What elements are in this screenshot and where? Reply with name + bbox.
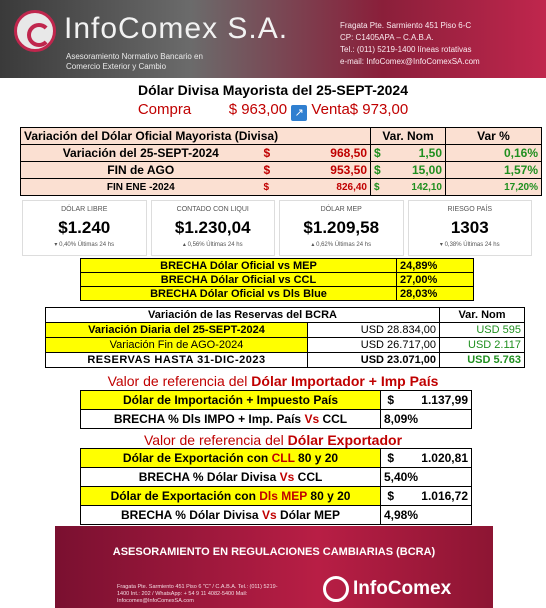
- footer-address: Fragata Pte. Sarmiento 451 Piso 6 "C" / C.A.B.A. Tel.: (011) 5219-1400 Int.: 202 / WhatsApp: + 54 9 11 4082-5400 Mail: Infocomex@InfoComexSA.com: [117, 584, 278, 604]
- title-prefix: Valor de referencia del: [107, 373, 252, 389]
- currency: $: [371, 179, 391, 196]
- label-part: CCL: [294, 470, 323, 484]
- row-var: USD 595: [440, 323, 525, 338]
- label-vs: Vs: [279, 470, 295, 484]
- quote-card-dolar-libre[interactable]: [22, 200, 147, 256]
- card-meta: [152, 241, 275, 248]
- variacion-table: [20, 127, 542, 196]
- caret-up-icon: ▴: [182, 242, 186, 248]
- caret-down-icon: ▾: [54, 242, 58, 248]
- label-part: Dólar de Exportación con: [110, 489, 260, 503]
- card-meta: [23, 241, 146, 248]
- table-row: [46, 338, 525, 353]
- card-value: 1303: [450, 218, 489, 237]
- address-line: CP: C1405APA – C.A.B.A.: [340, 33, 434, 42]
- currency: $: [381, 487, 401, 506]
- label-part: Dólar de Exportación con: [122, 451, 272, 465]
- trend-up-arrow-icon: ↗: [291, 105, 307, 121]
- label-part: CCL: [319, 412, 348, 426]
- label-part: BRECHA % Dólar Divisa: [138, 470, 280, 484]
- address-line: Fragata Pte. Sarmiento 451 Piso 6-C: [340, 21, 472, 30]
- table-row: [81, 259, 474, 273]
- row-label: [81, 449, 381, 468]
- caret-up-icon: ▴: [311, 242, 315, 248]
- quote-card-mep[interactable]: [279, 200, 404, 256]
- row-value: USD 28.834,00: [308, 323, 440, 338]
- label-part: Dólar MEP: [276, 508, 340, 522]
- card-pct: 0,40%: [59, 242, 77, 248]
- header-banner: [0, 0, 546, 78]
- table-row: [81, 273, 474, 287]
- card-meta-text: Últimas 24 hs: [77, 242, 115, 248]
- row-label: Variación del 25-SEPT-2024: [21, 145, 261, 162]
- label-vs: Vs: [261, 508, 277, 522]
- card-pct: 0,62%: [316, 242, 334, 248]
- table-row: [21, 179, 542, 196]
- brecha-oficial-table: [80, 258, 474, 301]
- card-label: DÓLAR LIBRE: [61, 206, 108, 213]
- table-row: [81, 468, 472, 487]
- row-value: 826,40: [291, 179, 371, 196]
- row-nom: 142,10: [391, 179, 446, 196]
- row-label: Variación Diaria del 25-SEPT-2024: [46, 323, 308, 338]
- label-part: 80 y 20: [294, 451, 339, 465]
- table-header: Var. Nom: [371, 128, 446, 145]
- row-label: Variación Fin de AGO-2024: [46, 338, 308, 353]
- footer-brand: InfoComex: [353, 578, 452, 599]
- currency: $: [381, 391, 401, 410]
- label-part: BRECHA % Dls IMPO + Imp. País: [113, 412, 305, 426]
- card-label: DÓLAR MEP: [320, 206, 362, 213]
- card-meta-text: Últimas 24 hs: [206, 242, 243, 248]
- row-label: FIN de AGO: [21, 162, 261, 179]
- table-row: [81, 449, 472, 468]
- table-row: [46, 323, 525, 338]
- table-row: [21, 145, 542, 162]
- label-red: CLL: [271, 451, 295, 465]
- importador-title: [0, 373, 546, 389]
- row-value: 1.016,72: [401, 487, 472, 506]
- card-meta: [280, 241, 403, 248]
- row-value: 1.137,99: [401, 391, 472, 410]
- row-label: Dólar de Importación + Impuesto País: [81, 391, 381, 410]
- title-bold: Dólar Exportador: [287, 432, 403, 448]
- caret-down-icon: ▾: [439, 242, 443, 248]
- table-row: [81, 287, 474, 301]
- brand-name: InfoComex S.A.: [64, 12, 289, 45]
- card-label: CONTADO CON LIQUI: [176, 206, 249, 213]
- label-part: BRECHA % Dólar Divisa: [121, 508, 262, 522]
- row-value: USD 26.717,00: [308, 338, 440, 353]
- table-header: Var. Nom: [440, 308, 525, 323]
- page-title: Dólar Divisa Mayorista del 25-SEPT-2024: [137, 82, 408, 98]
- row-label: RESERVAS HASTA 31-DIC-2023: [46, 353, 308, 368]
- table-header: Variación del Dólar Oficial Mayorista (Divisa): [21, 128, 371, 145]
- card-meta: [409, 241, 532, 248]
- row-label: [81, 506, 381, 525]
- infocomex-logo-icon: [14, 10, 56, 52]
- currency: $: [261, 145, 291, 162]
- row-value: 27,00%: [397, 273, 474, 287]
- importador-table: [80, 390, 472, 429]
- row-value: 968,50: [291, 145, 371, 162]
- row-value: 5,40%: [381, 468, 472, 487]
- exportador-table: [80, 448, 472, 525]
- row-label: BRECHA Dólar Oficial vs MEP: [81, 259, 397, 273]
- table-header-row: [46, 308, 525, 323]
- card-value: $1.209,58: [303, 218, 380, 237]
- table-row: [81, 410, 472, 429]
- quote-card-riesgo-pais[interactable]: [408, 200, 533, 256]
- address-line: Tel.: (011) 5219-1400 líneas rotativas: [340, 45, 472, 54]
- table-row: [81, 391, 472, 410]
- title-bold: Dólar Importador + Imp País: [251, 373, 439, 389]
- footer-title: ASESORAMIENTO EN REGULACIONES CAMBIARIAS (BCRA): [112, 546, 436, 558]
- footer-banner: [55, 526, 493, 608]
- row-var: USD 2.117: [440, 338, 525, 353]
- row-pct: 0,16%: [446, 145, 542, 162]
- header-address: [340, 20, 480, 68]
- label-part: 80 y 20: [307, 489, 351, 503]
- label-vs: Vs: [304, 412, 320, 426]
- row-value: 24,89%: [397, 259, 474, 273]
- row-label: FIN ENE -2024: [21, 179, 261, 196]
- row-pct: 17,20%: [446, 179, 542, 196]
- table-header-row: [21, 128, 542, 145]
- row-label: [81, 410, 381, 429]
- currency: $: [371, 145, 391, 162]
- row-value: 953,50: [291, 162, 371, 179]
- compra-value: $ 963,00: [228, 101, 288, 118]
- card-meta-text: Últimas 24 hs: [463, 242, 500, 248]
- address-line[interactable]: e-mail: InfoComex@InfoComexSA.com: [340, 57, 480, 66]
- row-value: 1.020,81: [401, 449, 472, 468]
- card-meta-text: Últimas 24 hs: [334, 242, 372, 248]
- row-nom: 15,00: [391, 162, 446, 179]
- row-label: [81, 468, 381, 487]
- table-row: [21, 162, 542, 179]
- quote-cards: [22, 200, 532, 256]
- row-value: 4,98%: [381, 506, 472, 525]
- currency: $: [261, 179, 291, 196]
- row-label: [81, 487, 381, 506]
- title-prefix: Valor de referencia del: [143, 432, 288, 448]
- row-nom: 1,50: [391, 145, 446, 162]
- currency: $: [261, 162, 291, 179]
- reservas-table: [45, 307, 525, 368]
- row-value: 28,03%: [397, 287, 474, 301]
- row-value: USD 23.071,00: [308, 353, 440, 368]
- card-pct: 0,38%: [444, 242, 462, 248]
- table-header: Variación de las Reservas del BCRA: [46, 308, 440, 323]
- row-value: 8,09%: [381, 410, 472, 429]
- compra-venta-line: [0, 101, 546, 121]
- table-header: Var %: [446, 128, 542, 145]
- currency: $: [381, 449, 401, 468]
- row-label: BRECHA Dólar Oficial vs Dls Blue: [81, 287, 397, 301]
- brand-subtitle: Asesoramiento Normativo Bancario en Comercio Exterior y Cambio: [66, 52, 203, 71]
- table-row: [46, 353, 525, 368]
- exportador-title: [0, 432, 546, 448]
- row-label: BRECHA Dólar Oficial vs CCL: [81, 273, 397, 287]
- card-label: RIESGO PAÍS: [447, 206, 493, 213]
- card-pct: 0,56%: [187, 242, 205, 248]
- row-var: USD 5.763: [440, 353, 525, 368]
- infocomex-logo-icon: [323, 576, 349, 602]
- label-red: Dls MEP: [259, 489, 308, 503]
- card-value: $1.230,04: [174, 218, 251, 237]
- venta-value: Venta$ 973,00: [311, 101, 409, 118]
- card-value: $1.240: [58, 218, 111, 237]
- compra-label: Compra: [137, 101, 192, 118]
- row-pct: 1,57%: [446, 162, 542, 179]
- table-row: [81, 487, 472, 506]
- table-row: [81, 506, 472, 525]
- quote-card-ccl[interactable]: [151, 200, 276, 256]
- currency: $: [371, 162, 391, 179]
